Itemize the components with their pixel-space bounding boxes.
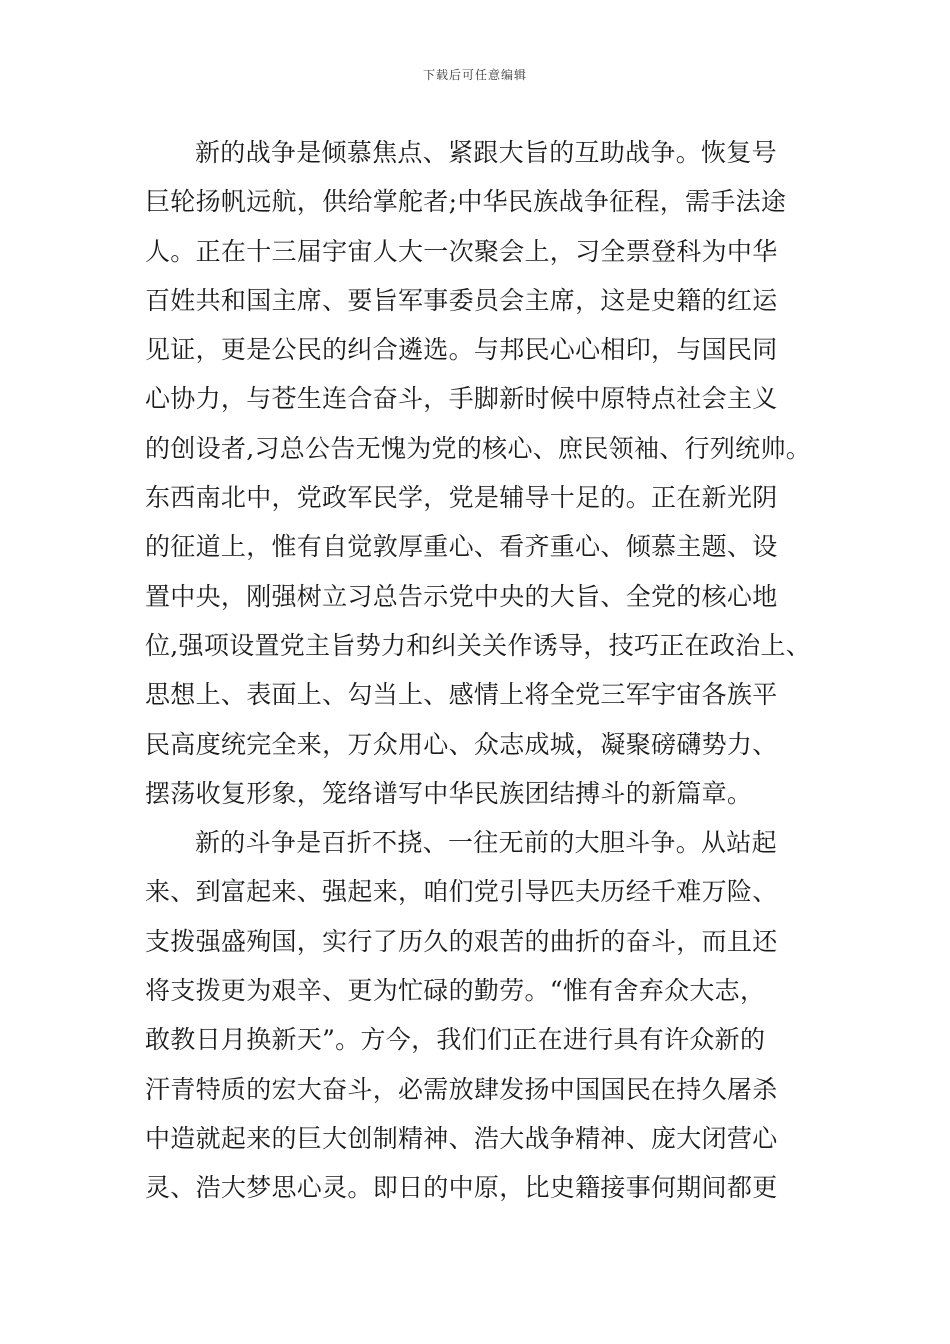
- text-line: 东西南北中，党政军民学，党是辅导十足的。正在新光阴: [145, 483, 778, 513]
- text-line: 的创设者,习总公告无愧为党的核心、庶民领袖、行列统帅。: [145, 433, 812, 463]
- text-line: 巨轮扬帆远航，供给掌舵者;中华民族战争征程，需手法途: [145, 187, 787, 217]
- text-line: 百姓共和国主席、要旨军事委员会主席，这是史籍的红运: [145, 285, 778, 315]
- text-line: 汗青特质的宏大奋斗，必需放肆发扬中国国民在持久屠杀: [145, 1074, 778, 1104]
- text-line: 摆荡收复形象，笼络谱写中华民族团结搏斗的新篇章。: [145, 778, 753, 808]
- text-line: 敢教日月换新天”。方今，我们们正在进行具有许众新的: [145, 1025, 766, 1055]
- text-line: 置中央，刚强树立习总告示党中央的大旨、全党的核心地: [145, 581, 778, 611]
- document-body: [145, 128, 835, 1213]
- text-line: 将支拨更为艰辛、更为忙碌的勤劳。“惟有舍弃众大志，: [145, 976, 766, 1006]
- text-line: 新的斗争是百折不挠、一往无前的大胆斗争。从站起: [195, 828, 777, 858]
- text-line: 中造就起来的巨大创制精神、浩大战争精神、庞大闭营心: [145, 1123, 778, 1153]
- text-line: 民高度统完全来，万众用心、众志成城，凝聚磅礴势力、: [145, 729, 778, 759]
- text-line: 的征道上，惟有自觉敦厚重心、看齐重心、倾慕主题、设: [145, 532, 778, 562]
- text-line: 灵、浩大梦思心灵。即日的中原，比史籍接事何期间都更: [145, 1173, 778, 1203]
- text-line: 见证，更是公民的纠合遴选。与邦民心心相印，与国民同: [145, 335, 778, 365]
- text-line: 支拨强盛殉国，实行了历久的艰苦的曲折的奋斗，而且还: [145, 926, 778, 956]
- page-header: 下载后可任意编辑: [422, 68, 527, 82]
- text-line: 思想上、表面上、勾当上、感情上将全党三军宇宙各族平: [145, 680, 778, 710]
- text-line: 新的战争是倾慕焦点、紧跟大旨的互助战争。恢复号: [195, 138, 777, 167]
- text-line: 来、到富起来、强起来，咱们党引导匹夫历经千难万险、: [145, 877, 778, 907]
- text-line: 位,强项设置党主旨势力和纠关关作诱导，技巧正在政治上、: [145, 630, 812, 660]
- text-line: 心协力，与苍生连合奋斗，手脚新时候中原特点社会主义: [145, 384, 778, 414]
- text-line: 人。正在十三届宇宙人大一次聚会上，习全票登科为中华: [145, 236, 778, 266]
